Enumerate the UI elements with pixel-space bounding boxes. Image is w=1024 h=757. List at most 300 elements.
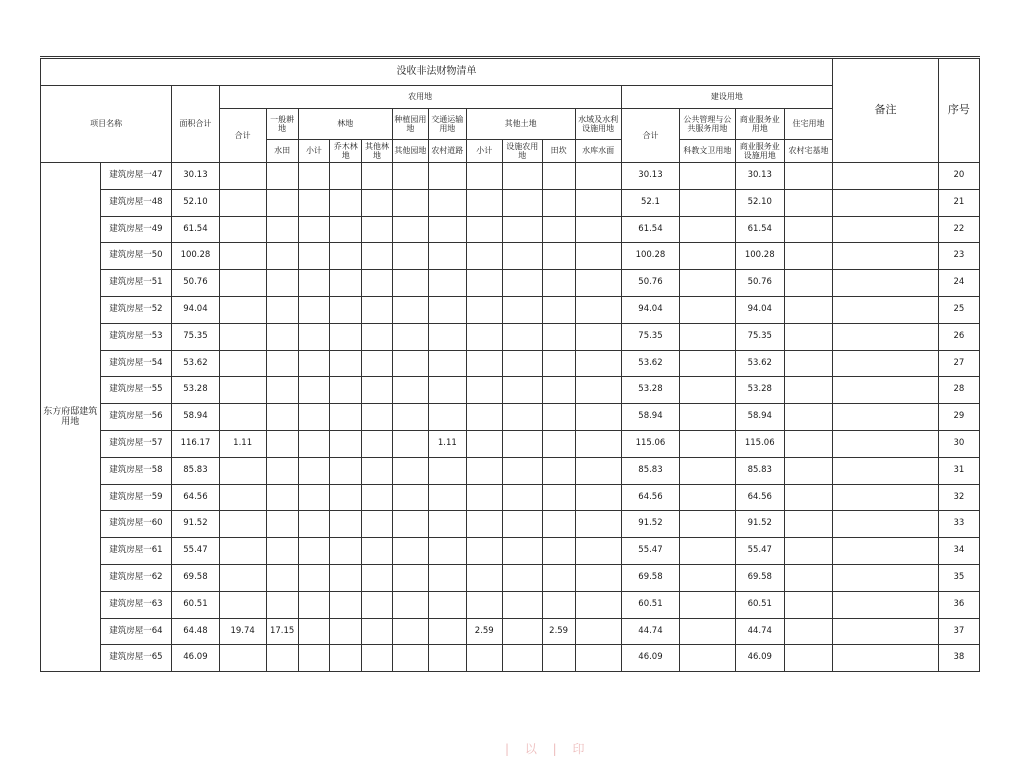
seq-cell: 38 xyxy=(938,645,979,672)
remark-cell xyxy=(833,163,939,190)
other-forest-cell xyxy=(362,404,393,431)
area-cell: 69.58 xyxy=(172,564,219,591)
rural-road-header: 农村道路 xyxy=(428,140,466,163)
other-forest-cell xyxy=(362,430,393,457)
paddy-cell: 17.15 xyxy=(266,618,298,645)
public-service-cell xyxy=(680,591,735,618)
agri-total-cell xyxy=(219,404,266,431)
commercial-cell: 115.06 xyxy=(735,430,784,457)
forest-subtotal-cell xyxy=(298,511,330,538)
reservoir-cell xyxy=(575,645,621,672)
area-cell: 53.28 xyxy=(172,377,219,404)
other-forest-cell xyxy=(362,511,393,538)
arbor-forest-cell xyxy=(330,484,362,511)
const-total-cell: 115.06 xyxy=(621,430,679,457)
seq-cell: 22 xyxy=(938,216,979,243)
paddy-header: 水田 xyxy=(266,140,298,163)
const-total-cell: 44.74 xyxy=(621,618,679,645)
ridge-cell xyxy=(542,430,575,457)
other-forest-cell xyxy=(362,243,393,270)
item-name-cell: 建筑房屋一58 xyxy=(100,457,172,484)
paddy-cell xyxy=(266,564,298,591)
ridge-cell: 2.59 xyxy=(542,618,575,645)
item-name-cell: 建筑房屋一55 xyxy=(100,377,172,404)
commercial-cell: 58.94 xyxy=(735,404,784,431)
seq-cell: 24 xyxy=(938,270,979,297)
other-plantation-cell xyxy=(392,538,428,565)
item-name-cell: 建筑房屋一63 xyxy=(100,591,172,618)
commercial-cell: 44.74 xyxy=(735,618,784,645)
rural-road-cell xyxy=(428,243,466,270)
agri-total-cell xyxy=(219,270,266,297)
const-total-cell: 30.13 xyxy=(621,163,679,190)
other-subtotal-cell xyxy=(466,377,502,404)
const-total-cell: 52.1 xyxy=(621,189,679,216)
rural-homestead-header: 农村宅基地 xyxy=(784,140,832,163)
table-row xyxy=(41,404,980,431)
item-name-cell: 建筑房屋一64 xyxy=(100,618,172,645)
other-subtotal-cell xyxy=(466,189,502,216)
remark-cell xyxy=(833,645,939,672)
area-cell: 64.56 xyxy=(172,484,219,511)
other-subtotal-cell xyxy=(466,591,502,618)
reservoir-header: 水库水面 xyxy=(575,140,621,163)
other-plantation-cell xyxy=(392,243,428,270)
reservoir-cell xyxy=(575,296,621,323)
area-cell: 58.94 xyxy=(172,404,219,431)
public-service-cell xyxy=(680,270,735,297)
residential-cell xyxy=(784,189,832,216)
agri-total-cell xyxy=(219,216,266,243)
table-row xyxy=(41,538,980,565)
reservoir-cell xyxy=(575,591,621,618)
arbor-forest-cell xyxy=(330,511,362,538)
residential-cell xyxy=(784,538,832,565)
other-plantation-cell xyxy=(392,430,428,457)
other-subtotal-cell xyxy=(466,538,502,565)
residential-cell xyxy=(784,323,832,350)
remark-cell xyxy=(833,511,939,538)
rural-road-cell xyxy=(428,377,466,404)
agri-total-header: 合计 xyxy=(219,109,266,163)
remark-cell xyxy=(833,484,939,511)
public-service-cell xyxy=(680,323,735,350)
residential-cell xyxy=(784,645,832,672)
forest-subtotal-cell xyxy=(298,270,330,297)
forest-subtotal-cell xyxy=(298,296,330,323)
rural-road-cell xyxy=(428,564,466,591)
other-plantation-cell xyxy=(392,377,428,404)
commercial-cell: 52.10 xyxy=(735,189,784,216)
reservoir-cell xyxy=(575,538,621,565)
ridge-cell xyxy=(542,564,575,591)
facility-agri-cell xyxy=(502,430,542,457)
const-total-cell: 55.47 xyxy=(621,538,679,565)
reservoir-cell xyxy=(575,430,621,457)
public-service-cell xyxy=(680,645,735,672)
paddy-cell xyxy=(266,377,298,404)
commercial-cell: 100.28 xyxy=(735,243,784,270)
const-total-cell: 61.54 xyxy=(621,216,679,243)
reservoir-cell xyxy=(575,350,621,377)
commercial-cell: 61.54 xyxy=(735,216,784,243)
rural-road-cell xyxy=(428,163,466,190)
top-rule xyxy=(40,56,980,57)
agri-total-cell xyxy=(219,511,266,538)
residential-cell xyxy=(784,618,832,645)
facility-agri-cell xyxy=(502,457,542,484)
arbor-forest-cell xyxy=(330,618,362,645)
public-service-cell xyxy=(680,243,735,270)
const-total-cell: 53.28 xyxy=(621,377,679,404)
commercial-cell: 46.09 xyxy=(735,645,784,672)
item-name-cell: 建筑房屋一59 xyxy=(100,484,172,511)
table-row xyxy=(41,243,980,270)
reservoir-cell xyxy=(575,216,621,243)
arbor-forest-cell xyxy=(330,189,362,216)
table-title: 没收非法财物清单 xyxy=(41,59,833,86)
faint-stamp-mark: | 以 | 印 xyxy=(505,742,591,756)
table-row xyxy=(41,377,980,404)
public-service-cell xyxy=(680,216,735,243)
item-name-cell: 建筑房屋一65 xyxy=(100,645,172,672)
area-cell: 94.04 xyxy=(172,296,219,323)
seq-cell: 23 xyxy=(938,243,979,270)
agri-total-cell: 19.74 xyxy=(219,618,266,645)
rural-road-cell xyxy=(428,216,466,243)
other-subtotal-cell xyxy=(466,163,502,190)
forest-subtotal-cell xyxy=(298,350,330,377)
paddy-cell xyxy=(266,296,298,323)
ridge-cell xyxy=(542,538,575,565)
facility-agri-cell xyxy=(502,538,542,565)
agri-total-cell xyxy=(219,350,266,377)
commercial-cell: 85.83 xyxy=(735,457,784,484)
remark-cell xyxy=(833,377,939,404)
paddy-cell xyxy=(266,484,298,511)
remark-cell xyxy=(833,404,939,431)
area-cell: 85.83 xyxy=(172,457,219,484)
seq-cell: 32 xyxy=(938,484,979,511)
other-forest-cell xyxy=(362,564,393,591)
seq-cell: 20 xyxy=(938,163,979,190)
other-plantation-cell xyxy=(392,645,428,672)
facility-agri-cell xyxy=(502,618,542,645)
residential-cell xyxy=(784,216,832,243)
commercial-cell: 75.35 xyxy=(735,323,784,350)
arbor-forest-cell xyxy=(330,270,362,297)
public-service-cell xyxy=(680,511,735,538)
facility-agri-cell xyxy=(502,511,542,538)
residential-cell xyxy=(784,377,832,404)
facility-agri-header: 设施农用地 xyxy=(502,140,542,163)
item-name-cell: 建筑房屋一50 xyxy=(100,243,172,270)
facility-agri-cell xyxy=(502,377,542,404)
forest-subtotal-cell xyxy=(298,484,330,511)
other-plantation-cell xyxy=(392,404,428,431)
agri-total-cell xyxy=(219,564,266,591)
arbor-forest-cell xyxy=(330,430,362,457)
paddy-cell xyxy=(266,457,298,484)
other-forest-cell xyxy=(362,377,393,404)
reservoir-cell xyxy=(575,377,621,404)
reservoir-cell xyxy=(575,511,621,538)
ridge-cell xyxy=(542,404,575,431)
forest-header: 林地 xyxy=(298,109,392,140)
item-name-cell: 建筑房屋一62 xyxy=(100,564,172,591)
agri-total-cell xyxy=(219,645,266,672)
facility-agri-cell xyxy=(502,243,542,270)
other-forest-cell xyxy=(362,216,393,243)
arbor-forest-cell xyxy=(330,538,362,565)
facility-agri-cell xyxy=(502,270,542,297)
paddy-cell xyxy=(266,163,298,190)
other-plantation-cell xyxy=(392,323,428,350)
agri-total-cell xyxy=(219,484,266,511)
commercial-cell: 91.52 xyxy=(735,511,784,538)
reservoir-cell xyxy=(575,163,621,190)
other-subtotal-cell xyxy=(466,484,502,511)
rural-road-cell xyxy=(428,618,466,645)
table-row xyxy=(41,484,980,511)
agri-total-cell xyxy=(219,377,266,404)
other-plantation-cell xyxy=(392,618,428,645)
ridge-cell xyxy=(542,216,575,243)
forest-subtotal-cell xyxy=(298,189,330,216)
facility-agri-cell xyxy=(502,564,542,591)
ridge-cell xyxy=(542,645,575,672)
residential-cell xyxy=(784,564,832,591)
other-subtotal-cell xyxy=(466,216,502,243)
ridge-cell xyxy=(542,163,575,190)
seq-cell: 28 xyxy=(938,377,979,404)
seq-cell: 34 xyxy=(938,538,979,565)
rural-road-cell xyxy=(428,296,466,323)
table-row xyxy=(41,296,980,323)
forest-subtotal-cell xyxy=(298,564,330,591)
table-row xyxy=(41,591,980,618)
area-cell: 61.54 xyxy=(172,216,219,243)
commercial-cell: 94.04 xyxy=(735,296,784,323)
table-row xyxy=(41,430,980,457)
remark-cell xyxy=(833,618,939,645)
plantation-header: 种植园用地 xyxy=(392,109,428,140)
table-row xyxy=(41,163,980,190)
other-plantation-cell xyxy=(392,457,428,484)
commercial-cell: 64.56 xyxy=(735,484,784,511)
commercial-cell: 30.13 xyxy=(735,163,784,190)
reservoir-cell xyxy=(575,564,621,591)
forest-subtotal-cell xyxy=(298,457,330,484)
residential-cell xyxy=(784,404,832,431)
forest-subtotal-cell xyxy=(298,216,330,243)
other-plantation-cell xyxy=(392,296,428,323)
residential-cell xyxy=(784,484,832,511)
other-plantation-cell xyxy=(392,564,428,591)
agri-total-cell: 1.11 xyxy=(219,430,266,457)
item-name-cell: 建筑房屋一49 xyxy=(100,216,172,243)
public-service-cell xyxy=(680,350,735,377)
commercial-cell: 69.58 xyxy=(735,564,784,591)
forest-subtotal-cell xyxy=(298,591,330,618)
public-service-header: 公共管理与公共服务用地 xyxy=(680,109,735,140)
arbor-forest-cell xyxy=(330,591,362,618)
arbor-forest-cell xyxy=(330,645,362,672)
arbor-forest-cell xyxy=(330,163,362,190)
area-total-header: 面积合计 xyxy=(172,86,219,163)
residential-cell xyxy=(784,163,832,190)
public-service-cell xyxy=(680,430,735,457)
rural-road-cell xyxy=(428,457,466,484)
reservoir-cell xyxy=(575,189,621,216)
remark-cell xyxy=(833,189,939,216)
agri-total-cell xyxy=(219,538,266,565)
paddy-cell xyxy=(266,270,298,297)
reservoir-cell xyxy=(575,618,621,645)
ridge-cell xyxy=(542,296,575,323)
remark-cell xyxy=(833,430,939,457)
ridge-cell xyxy=(542,243,575,270)
residential-cell xyxy=(784,296,832,323)
paddy-cell xyxy=(266,511,298,538)
arbor-forest-cell xyxy=(330,296,362,323)
const-total-cell: 91.52 xyxy=(621,511,679,538)
item-name-cell: 建筑房屋一51 xyxy=(100,270,172,297)
arbor-forest-cell xyxy=(330,564,362,591)
seq-cell: 27 xyxy=(938,350,979,377)
remark-cell xyxy=(833,243,939,270)
table-row xyxy=(41,457,980,484)
other-subtotal-cell: 2.59 xyxy=(466,618,502,645)
facility-agri-cell xyxy=(502,216,542,243)
forest-subtotal-cell xyxy=(298,538,330,565)
arbor-forest-cell xyxy=(330,404,362,431)
paddy-cell xyxy=(266,350,298,377)
other-forest-cell xyxy=(362,457,393,484)
residential-cell xyxy=(784,591,832,618)
area-cell: 60.51 xyxy=(172,591,219,618)
public-service-cell xyxy=(680,457,735,484)
facility-agri-cell xyxy=(502,189,542,216)
facility-agri-cell xyxy=(502,350,542,377)
area-cell: 100.28 xyxy=(172,243,219,270)
seq-cell: 26 xyxy=(938,323,979,350)
commercial-facility-header: 商业服务业设施用地 xyxy=(735,140,784,163)
other-forest-cell xyxy=(362,645,393,672)
other-subtotal-cell xyxy=(466,645,502,672)
rural-road-cell xyxy=(428,511,466,538)
facility-agri-cell xyxy=(502,591,542,618)
const-total-cell: 85.83 xyxy=(621,457,679,484)
area-cell: 52.10 xyxy=(172,189,219,216)
commercial-cell: 50.76 xyxy=(735,270,784,297)
ridge-cell xyxy=(542,323,575,350)
area-cell: 50.76 xyxy=(172,270,219,297)
agri-total-cell xyxy=(219,163,266,190)
table-row xyxy=(41,323,980,350)
ridge-cell xyxy=(542,484,575,511)
rural-road-cell xyxy=(428,404,466,431)
rural-road-cell xyxy=(428,270,466,297)
commercial-cell: 53.62 xyxy=(735,350,784,377)
rural-road-cell xyxy=(428,645,466,672)
const-total-cell: 60.51 xyxy=(621,591,679,618)
facility-agri-cell xyxy=(502,163,542,190)
rural-road-cell xyxy=(428,323,466,350)
other-forest-cell xyxy=(362,270,393,297)
table-row xyxy=(41,564,980,591)
other-subtotal-header: 小计 xyxy=(466,140,502,163)
other-plantation-header: 其他园地 xyxy=(392,140,428,163)
sci-edu-header: 科教文卫用地 xyxy=(680,140,735,163)
other-plantation-cell xyxy=(392,189,428,216)
item-name-header: 项目名称 xyxy=(41,86,172,163)
other-plantation-cell xyxy=(392,591,428,618)
other-plantation-cell xyxy=(392,216,428,243)
remark-cell xyxy=(833,457,939,484)
agri-total-cell xyxy=(219,457,266,484)
residential-cell xyxy=(784,511,832,538)
facility-agri-cell xyxy=(502,645,542,672)
table-row xyxy=(41,645,980,672)
const-total-cell: 94.04 xyxy=(621,296,679,323)
table-row xyxy=(41,511,980,538)
area-cell: 64.48 xyxy=(172,618,219,645)
paddy-cell xyxy=(266,538,298,565)
arbor-forest-cell xyxy=(330,350,362,377)
remark-cell xyxy=(833,350,939,377)
item-name-cell: 建筑房屋一48 xyxy=(100,189,172,216)
table-row xyxy=(41,216,980,243)
table-row xyxy=(41,189,980,216)
agri-land-header: 农用地 xyxy=(219,86,621,109)
seq-cell: 21 xyxy=(938,189,979,216)
other-plantation-cell xyxy=(392,511,428,538)
area-cell: 116.17 xyxy=(172,430,219,457)
agri-total-cell xyxy=(219,189,266,216)
rural-road-cell xyxy=(428,591,466,618)
public-service-cell xyxy=(680,484,735,511)
other-plantation-cell xyxy=(392,484,428,511)
area-cell: 46.09 xyxy=(172,645,219,672)
residential-cell xyxy=(784,457,832,484)
remark-cell xyxy=(833,296,939,323)
other-forest-header: 其他林地 xyxy=(362,140,393,163)
reservoir-cell xyxy=(575,270,621,297)
ridge-cell xyxy=(542,457,575,484)
remark-cell xyxy=(833,538,939,565)
arbor-forest-header: 乔木林地 xyxy=(330,140,362,163)
other-forest-cell xyxy=(362,323,393,350)
other-subtotal-cell xyxy=(466,430,502,457)
other-subtotal-cell xyxy=(466,323,502,350)
construction-land-header: 建设用地 xyxy=(621,86,832,109)
paddy-cell xyxy=(266,216,298,243)
ridge-cell xyxy=(542,511,575,538)
forest-subtotal-cell xyxy=(298,645,330,672)
const-total-cell: 53.62 xyxy=(621,350,679,377)
commercial-header: 商业服务业用地 xyxy=(735,109,784,140)
remark-cell xyxy=(833,564,939,591)
ridge-cell xyxy=(542,350,575,377)
seq-cell: 25 xyxy=(938,296,979,323)
reservoir-cell xyxy=(575,457,621,484)
rural-road-cell xyxy=(428,350,466,377)
residential-cell xyxy=(784,430,832,457)
item-name-cell: 建筑房屋一57 xyxy=(100,430,172,457)
seq-cell: 30 xyxy=(938,430,979,457)
residential-cell xyxy=(784,243,832,270)
